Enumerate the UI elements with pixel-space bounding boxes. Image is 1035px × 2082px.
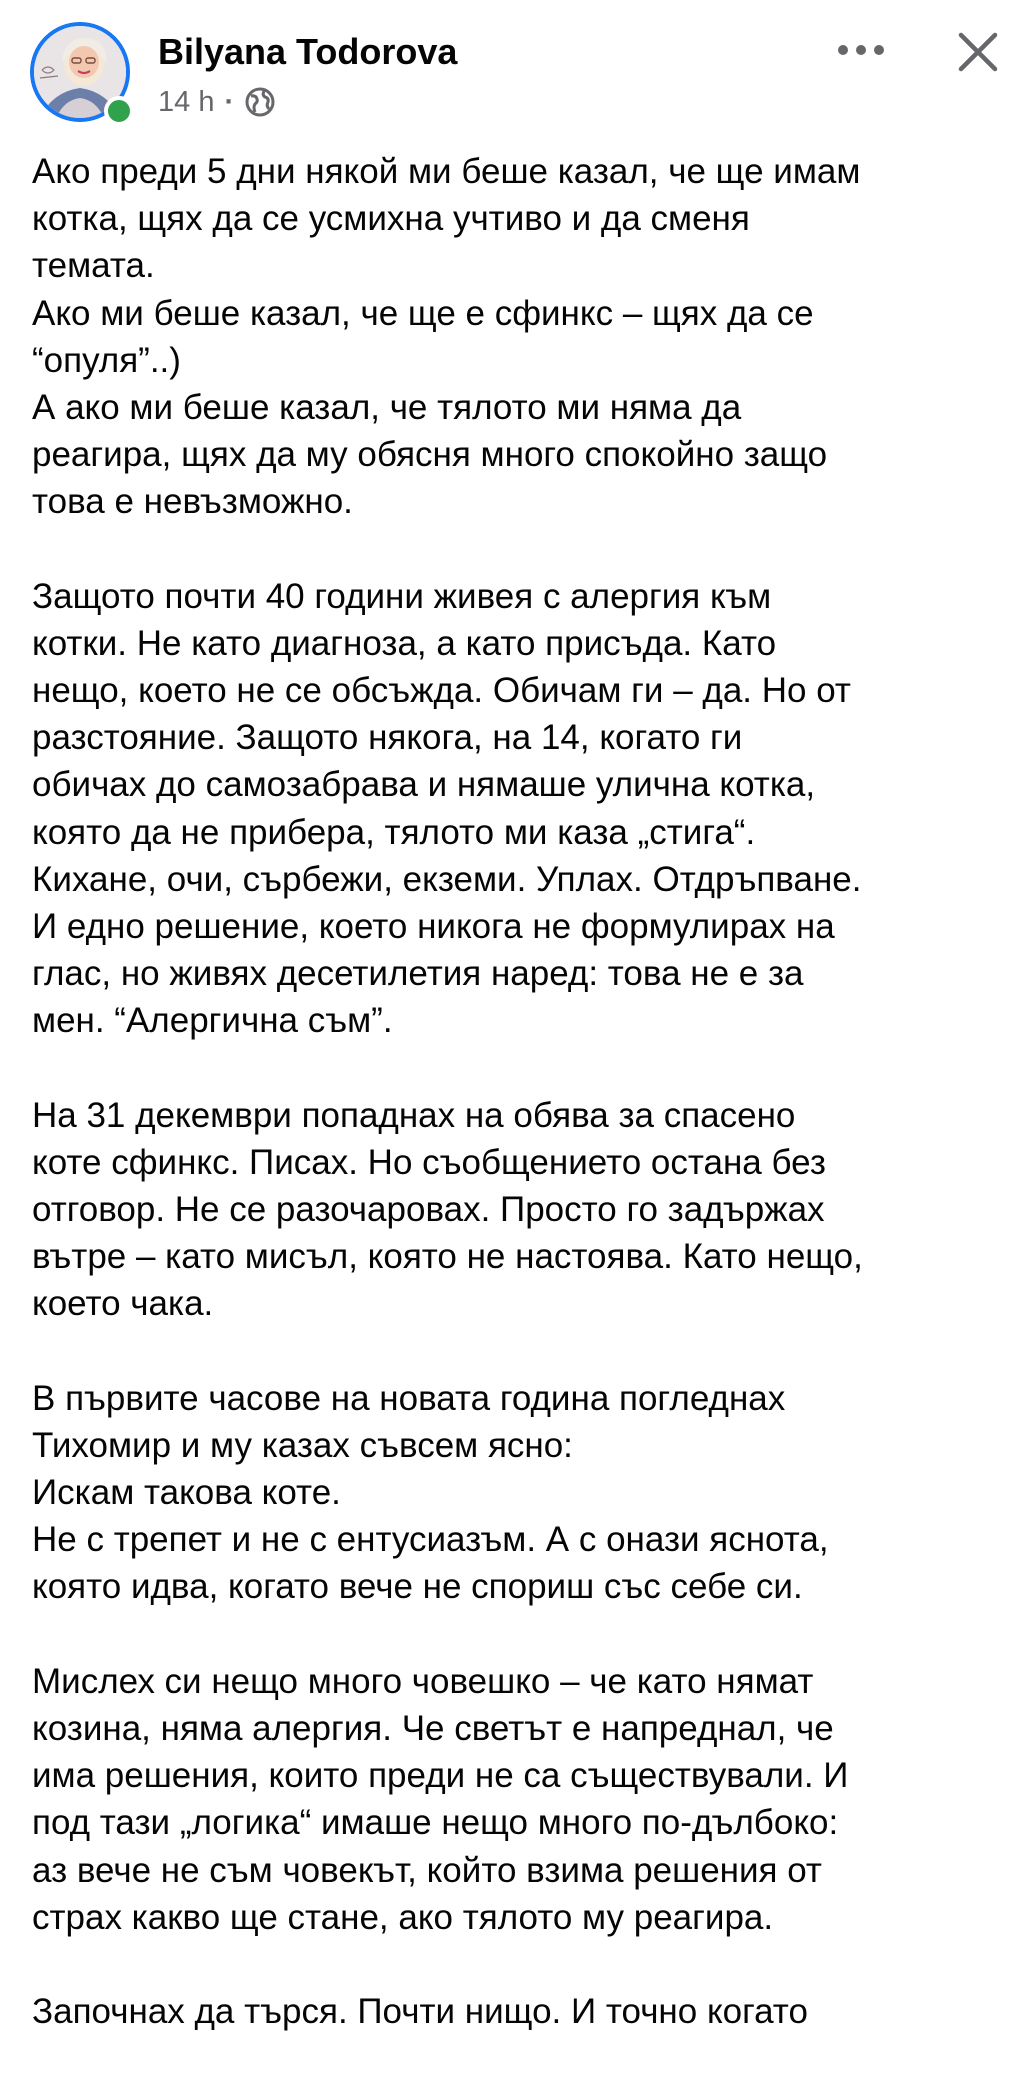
- post-text-line: това е невъзможно.: [32, 482, 353, 522]
- post-text-line: Тихомир и му казах съвсем ясно:: [32, 1425, 573, 1465]
- post-paragraph: [32, 1092, 1022, 1328]
- post-text-line: темата.: [32, 246, 155, 286]
- post-text-line: Не с трепет и не с ентусиазъм. А с онази яснота,: [32, 1520, 829, 1560]
- post-text-line: обичах до самозабрава и нямаше улична котка,: [32, 765, 816, 805]
- post-paragraph: [32, 148, 1022, 526]
- close-icon: [958, 32, 998, 72]
- more-dots-icon: [837, 44, 885, 56]
- post-text-line: разстояние. Защото някога, на 14, когато ги: [32, 718, 743, 758]
- more-options-button[interactable]: [826, 22, 896, 78]
- post-text-line: коте сфинкс. Писах. Но съобщението остана без: [32, 1142, 826, 1182]
- post-text-line: глас, но живях десетилетия наред: това не е за: [32, 954, 804, 994]
- post-text-line: страх какво ще стане, ако тялото му реагира.: [32, 1897, 774, 1937]
- meta-separator: ·: [224, 85, 235, 118]
- author-name[interactable]: Bilyana Todorova: [158, 31, 458, 72]
- post-text-line: Искам такова коте.: [32, 1473, 341, 1513]
- post-paragraph: [32, 573, 1022, 1045]
- post-text-line: Започнах да търся. Почти нищо. И точно когато: [32, 1991, 808, 2031]
- post-text-line: козина, няма алергия. Че светът е напреднал, че: [32, 1708, 834, 1748]
- post-text-line: мен. “Алергична съм”.: [32, 1001, 393, 1041]
- post-text-line: котка, щях да се усмихна учтиво и да сменя: [32, 199, 750, 239]
- post-text-line: Ако преди 5 дни някой ми беше казал, че ще имам: [32, 152, 861, 191]
- post-text-line: реагира, щях да му обясня много спокойно защо: [32, 435, 828, 475]
- post-text-line: “опуля”..): [32, 340, 181, 380]
- author-avatar[interactable]: [30, 22, 138, 130]
- post-meta: [158, 82, 276, 122]
- post-text-line: А ако ми беше казал, че тялото ми няма да: [32, 388, 742, 428]
- post-paragraph: [32, 1658, 1022, 1941]
- post-text-line: която идва, когато вече не спориш със себе си.: [32, 1567, 803, 1607]
- online-status-icon: [104, 96, 134, 126]
- post-header: [0, 0, 1035, 140]
- post-text-line: която да не прибера, тялото ми каза „стига“.: [32, 812, 756, 852]
- post-text-line: под тази „логика“ имаше нещо много по-дълбоко:: [32, 1803, 839, 1843]
- post-text-line: Кихане, очи, сърбежи, екземи. Уплах. Отдръпване.: [32, 859, 862, 899]
- post-text-line: На 31 декември попаднах на обява за спасено: [32, 1095, 796, 1135]
- post-text-line: което чака.: [32, 1284, 214, 1324]
- globe-icon[interactable]: [244, 86, 276, 118]
- post-text-line: вътре – като мисъл, която не настоява. Като нещо,: [32, 1237, 863, 1277]
- close-button[interactable]: [946, 20, 1010, 84]
- post-timestamp[interactable]: 14 h: [158, 85, 215, 118]
- post-text-line: нещо, което не се обсъжда. Обичам ги – да. Но от: [32, 671, 851, 711]
- post-text-line: котки. Не като диагноза, а като присъда. Като: [32, 623, 777, 663]
- post-text-line: има решения, които преди не са съществували. И: [32, 1756, 849, 1796]
- post-text-line: И едно решение, което никога не формулирах на: [32, 907, 835, 947]
- post-text-line: Ако ми беше казал, че ще е сфинкс – щях да се: [32, 293, 814, 333]
- post-text-line: Защото почти 40 години живея с алергия към: [32, 576, 772, 616]
- post-paragraph: [32, 1375, 1022, 1611]
- post-text-line: Мислех си нещо много човешко – че като нямат: [32, 1661, 814, 1701]
- post-text: [32, 148, 1022, 2082]
- post-paragraph: [32, 1988, 1022, 2035]
- post-text-line: В първите часове на новата година погледнах: [32, 1378, 786, 1418]
- post-text-line: аз вече не съм човекът, който взима решения от: [32, 1850, 822, 1890]
- post-text-line: отговор. Не се разочаровах. Просто го задържах: [32, 1190, 825, 1230]
